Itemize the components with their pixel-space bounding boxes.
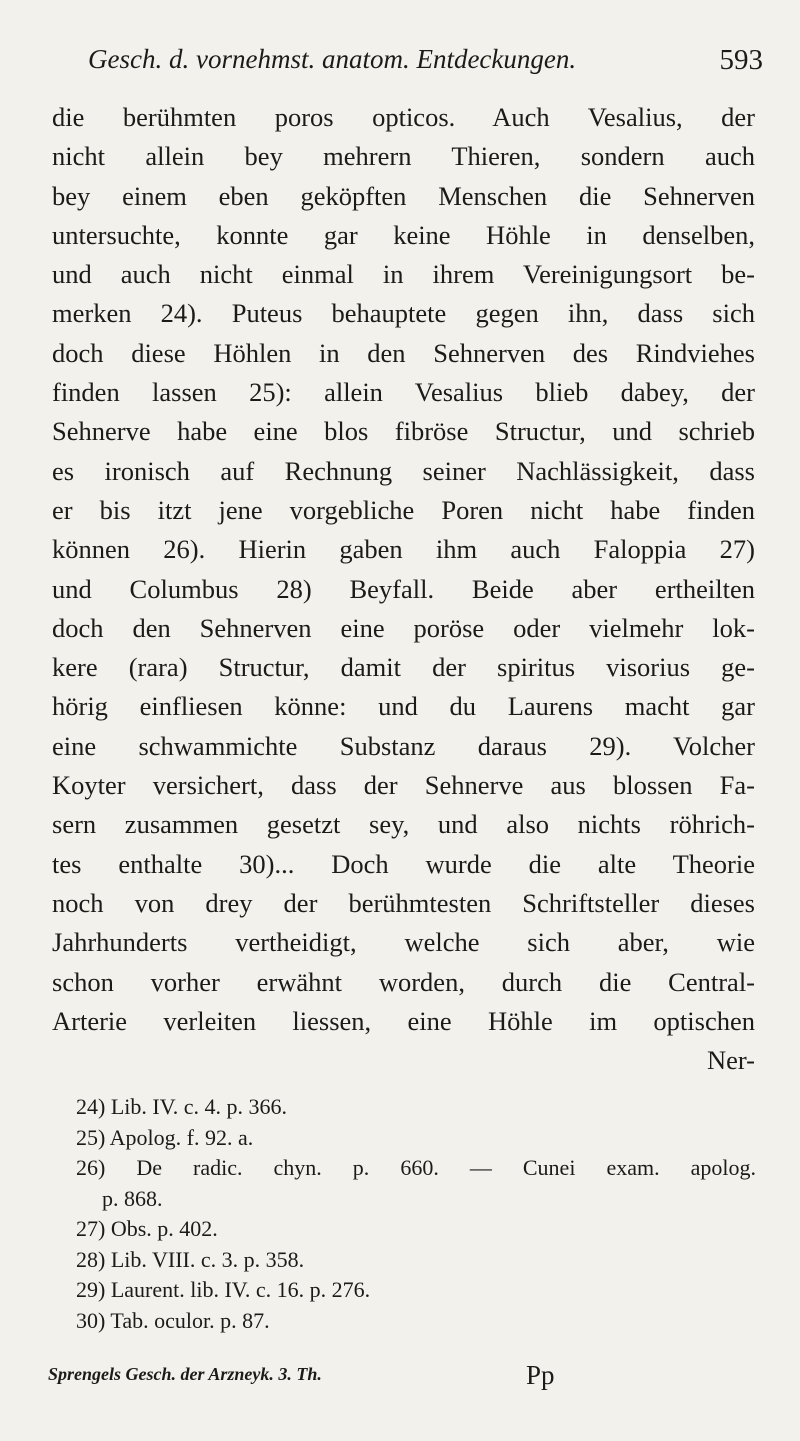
- text-line: tes enthalte 30)... Doch wurde die alte Theorie: [52, 848, 755, 879]
- text-line: Jahrhunderts vertheidigt, welche sich aber, wie: [52, 927, 755, 958]
- text-line: untersuchte, konnte gar keine Höhle in denselben,: [52, 219, 755, 250]
- page-number: 593: [719, 44, 763, 76]
- text-line: hörig einfliesen könne: und du Laurens macht gar: [52, 691, 755, 722]
- footnote-continuation: p. 868.: [102, 1185, 163, 1211]
- text-line: finden lassen 25): allein Vesalius blieb dabey, der: [52, 377, 755, 408]
- running-title: Gesch. d. vornehmst. anatom. Entdeckungen.: [88, 44, 577, 74]
- page-header: [88, 44, 763, 82]
- text-line: noch von drey der berühmtesten Schriftsteller dieses: [52, 887, 755, 918]
- text-line: kere (rara) Structur, damit der spiritus visorius ge-: [52, 652, 755, 683]
- footnote: 29) Laurent. lib. IV. c. 16. p. 276.: [76, 1277, 371, 1302]
- text-line: eine schwammichte Substanz daraus 29). Volcher: [52, 730, 755, 761]
- main-text: [52, 98, 755, 1080]
- text-line: nicht allein bey mehrern Thieren, sondern auch: [52, 141, 755, 172]
- catchword: Ner-: [706, 1045, 755, 1076]
- footnote: 30) Tab. oculor. p. 87.: [76, 1307, 270, 1333]
- text-line: die berühmten poros opticos. Auch Vesalius, der: [52, 102, 755, 132]
- footnote: 26) De radic. chyn. p. 660. — Cunei exam. apolog.: [76, 1155, 756, 1180]
- text-line: er bis itzt jene vorgebliche Poren nicht habe finden: [52, 494, 755, 525]
- footnotes: [76, 1092, 756, 1336]
- text-line: doch den Sehnerven eine poröse oder vielmehr lok-: [52, 612, 755, 643]
- footnote: 27) Obs. p. 402.: [76, 1216, 218, 1241]
- text-line: Arterie verleiten liessen, eine Höhle im optischen: [52, 1005, 755, 1036]
- text-line: doch diese Höhlen in den Sehnerven des Rindviehes: [52, 337, 755, 368]
- text-line: können 26). Hierin gaben ihm auch Faloppia 27): [52, 534, 755, 565]
- text-line: und auch nicht einmal in ihrem Vereinigungsort be-: [52, 259, 755, 290]
- footnote: 28) Lib. VIII. c. 3. p. 358.: [76, 1246, 305, 1272]
- text-line: schon vorher erwähnt worden, durch die Central-: [52, 966, 755, 997]
- text-line: bey einem eben geköpften Menschen die Sehnerven: [52, 180, 755, 211]
- text-line: und Columbus 28) Beyfall. Beide aber ertheilten: [52, 573, 755, 604]
- text-line: sern zusammen gesetzt sey, und also nichts röhrich-: [52, 809, 755, 840]
- signature-mark: Pp: [526, 1360, 555, 1390]
- footnote: 24) Lib. IV. c. 4. p. 366.: [76, 1094, 288, 1119]
- page-footer: [48, 1360, 588, 1392]
- text-line: Sehnerve habe eine blos fibröse Structur, und schrieb: [52, 416, 755, 447]
- text-line: es ironisch auf Rechnung seiner Nachlässigkeit, dass: [52, 455, 755, 486]
- text-line: Koyter versichert, dass der Sehnerve aus blossen Fa-: [52, 770, 755, 801]
- printer-signature: Sprengels Gesch. der Arzneyk. 3. Th.: [48, 1364, 322, 1384]
- text-line: merken 24). Puteus behauptete gegen ihn, dass sich: [52, 298, 755, 329]
- footnote: 25) Apolog. f. 92. a.: [76, 1124, 254, 1150]
